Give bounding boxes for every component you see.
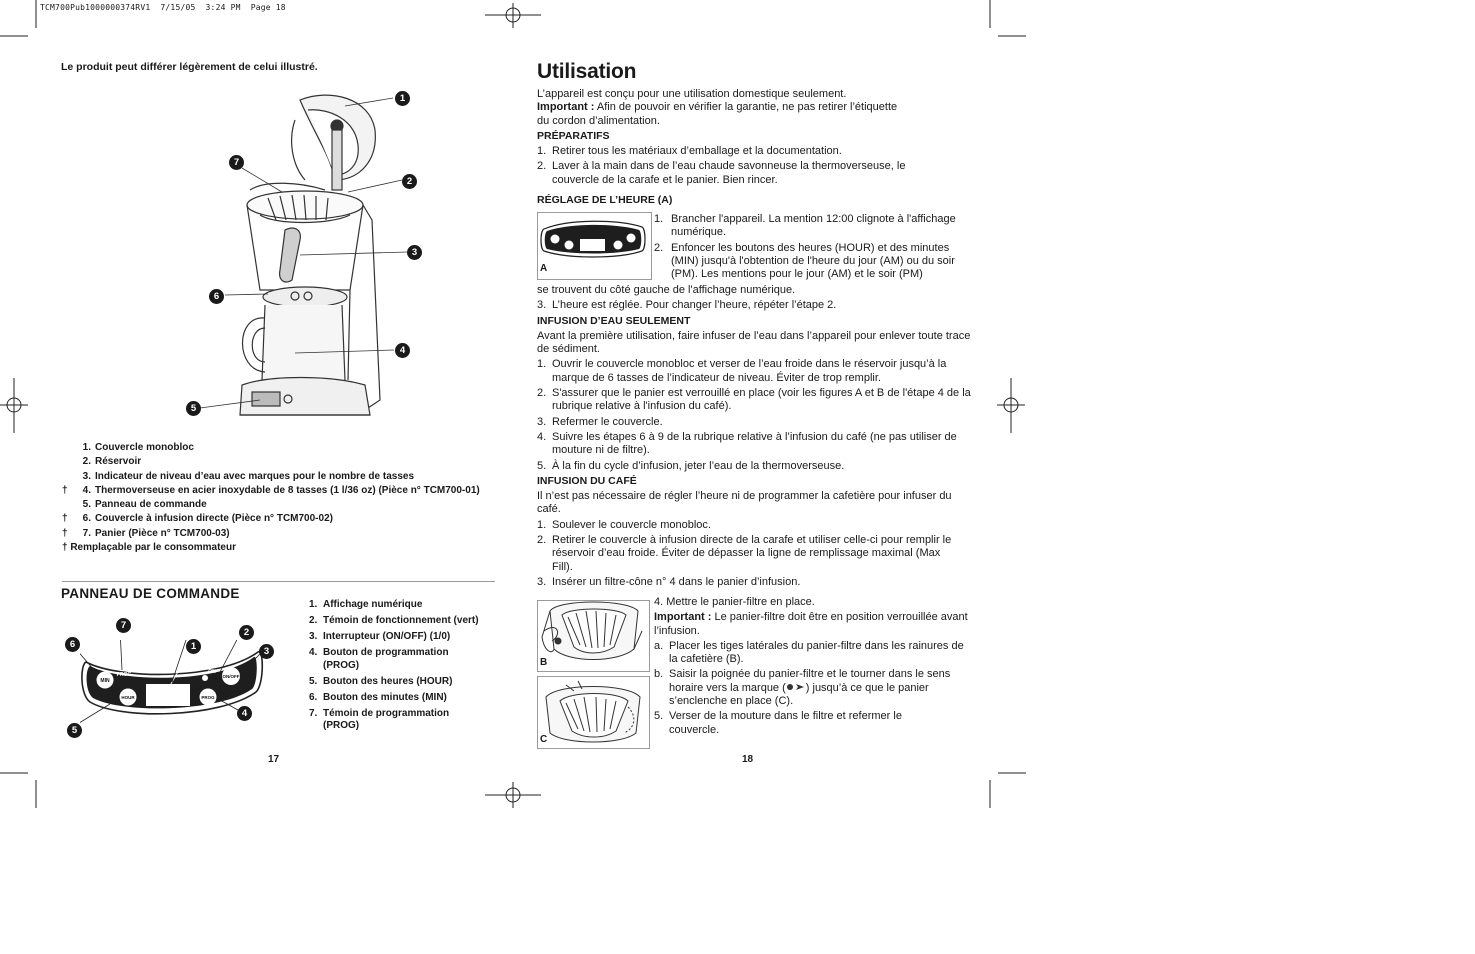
callout-5: 5 [186,401,201,416]
figure-b-label: B [540,657,548,668]
figure-a-panel [538,213,651,279]
figure-c-label: C [540,734,548,745]
onoff-button-label: ON/OFF [222,674,240,679]
water-step: 2. S'assurer que le panier est verrouillé en place (voir les figures A et B de l'étape 4 de la rubrique relative à l'infusion du café). [537,387,971,413]
control-list-item: 5. Bouton des heures (HOUR) [309,675,453,687]
parts-list-item: 5. Panneau de commande [82,499,207,511]
step-4: 4. Mettre le panier-filtre en place. [654,596,815,608]
prep-heading: PRÉPARATIFS [537,129,610,142]
prog-label: PROG [116,672,132,678]
water-step: 1. Ouvrir le couvercle monobloc et verser de l’eau froide dans le réservoir jusqu’à la marque de 6 tasses de l’indicateur de niveau. Éviter de trop remplir. [537,358,947,384]
control-list-item: 6. Bouton des minutes (MIN) [309,691,447,703]
callout-6: 6 [209,289,224,304]
parts-list-item: 3. Indicateur de niveau d’eau avec marques pour le nombre de tasses [82,470,415,482]
panel-callout-4: 4 [237,706,252,721]
water-intro: Avant la première utilisation, faire infuser de l’eau dans l’appareil pour enlever toute trace de sédiment. [537,329,971,356]
coffee-step: 3. Insérer un filtre-cône n° 4 dans le panier d’infusion. [537,575,801,588]
intro-text: L’appareil est conçu pour une utilisation domestique seulement. [537,88,847,100]
parts-list-item: † 4. Thermoverseuse en acier inoxydable de 8 tasses (1 l/36 oz) (Pièce n° TCM700-01) [62,484,480,496]
replaceable-note: † Remplaçable par le consommateur [62,542,236,554]
print-slug: TCM700Pub1000000374RV1 7/15/05 3:24 PM Page 18 [40,3,286,12]
panel-callout-3: 3 [259,644,274,659]
control-list [309,599,509,736]
control-list-item: 4. Bouton de programmation (PROG) [309,647,449,671]
figure-c [537,676,650,749]
section-divider [62,581,495,582]
parts-list [62,441,502,555]
clock-continuation: se trouvent du côté gauche de l'affichage numérique. [537,284,796,296]
control-list-item: 2. Témoin de fonctionnement (vert) [309,615,479,627]
min-button-label: MIN [100,678,110,684]
callout-7: 7 [229,155,244,170]
figure-b [537,600,650,672]
clock-step: 1. Brancher l'appareil. La mention 12:00 clignote à l'affichage numérique. [654,213,956,239]
on-label: ON [208,669,216,675]
water-step: 4. Suivre les étapes 6 à 9 de la rubrique relative à l’infusion du café (ne pas utiliser de mouture ni de filtre). [537,430,957,457]
step-5: 5. Verser de la mouture dans le filtre et refermer le couvercle. [654,710,902,736]
parts-list-item: † 7. Panier (Pièce n° TCM700-03) [62,527,230,539]
control-panel-heading: PANNEAU DE COMMANDE [61,586,240,601]
figure-c-basket [538,677,649,748]
parts-list-item: 2. Réservoir [82,456,142,468]
page-title: Utilisation [537,60,637,83]
important-note-2: Important : Le panier-filtre doit être en position verrouillée avant l’infusion. [654,611,968,637]
coffee-intro: Il n’est pas nécessaire de régler l’heure ni de programmer la cafetière pour infuser du café. [537,490,952,516]
water-step: 3. Refermer le couvercle. [537,415,663,428]
callout-2: 2 [402,174,417,189]
prog-button-label: PROG [201,695,215,700]
important-note: Important : Afin de pouvoir en vérifier la garantie, ne pas retirer l’étiquette [537,101,898,114]
basket-steps [654,596,972,737]
water-heading: INFUSION D’EAU SEULEMENT [537,314,691,327]
coffee-step: 1. Soulever le couvercle monobloc. [537,518,711,531]
water-step: 5. À la fin du cycle d’infusion, jeter l’eau de la thermoverseuse. [537,459,845,472]
callout-1: 1 [395,91,410,106]
prep-step: 2. Laver à la main dans de l’eau chaude savonneuse la thermoverseuse, le couvercle de la carafe et le panier. Bien rincer. [537,160,906,186]
panel-callout-5: 5 [67,723,82,738]
clock-step: 2. Enfoncer les boutons des heures (HOUR) et des minutes (MIN) jusqu'à l'obtention de l'heure du jour (AM) ou du soir (PM). Les mentions pour le jour (AM) et le soir (PM) [654,241,955,281]
panel-callout-6: 6 [65,637,80,652]
figure-a-label: A [540,263,548,274]
panel-callout-7: 7 [116,618,131,633]
figure-a [537,212,652,280]
control-list-item: 1. Affichage numérique [309,599,423,610]
main-instructions [537,284,977,589]
page-number-right: 18 [742,754,754,765]
hour-button-label: HOUR [121,695,135,700]
important-note-cont: du cordon d’alimentation. [537,114,660,127]
disclaimer: Le produit peut différer légèrement de celui illustré. [61,61,318,73]
sub-step-a: a. Placer les tiges latérales du panier-filtre dans les rainures de la cafetière (B). [654,639,964,666]
lock-arrow-icon [786,682,806,692]
callout-3: 3 [407,245,422,260]
coffee-heading: INFUSION DU CAFÉ [537,474,637,487]
page-number-left: 17 [268,754,280,765]
intro-block [537,88,977,207]
callout-4: 4 [395,343,410,358]
figure-b-basket [538,601,649,671]
prep-step: 1. Retirer tous les matériaux d’emballage et la documentation. [537,145,842,158]
clock-step: 3. L’heure est réglée. Pour changer l’heure, répéter l’étape 2. [537,299,837,312]
panel-callout-1: 1 [186,639,201,654]
sub-step-b: b. Saisir la poignée du panier-filtre et le tourner dans le sens horaire vers la marque ( ) jusqu’à ce que le panier s’enclenche en place (C). [654,668,951,708]
clock-heading: RÉGLAGE DE L’HEURE (A) [537,194,673,207]
parts-list-item: 1. Couvercle monobloc [82,442,194,453]
coffee-maker-illustration [180,80,430,425]
clock-steps [654,213,964,281]
parts-list-item: † 6. Couvercle à infusion directe (Pièce n° TCM700-02) [62,513,333,525]
coffee-step: 2. Retirer le couvercle à infusion directe de la carafe et utiliser celle-ci pour remplir le réservoir d’eau froide. Éviter de dépasser la ligne de remplissage maximal (Max Fill). [537,534,952,573]
control-list-item: 7. Témoin de programmation (PROG) [309,707,450,732]
panel-callout-2: 2 [239,625,254,640]
control-list-item: 3. Interrupteur (ON/OFF) (1/0) [309,631,451,643]
